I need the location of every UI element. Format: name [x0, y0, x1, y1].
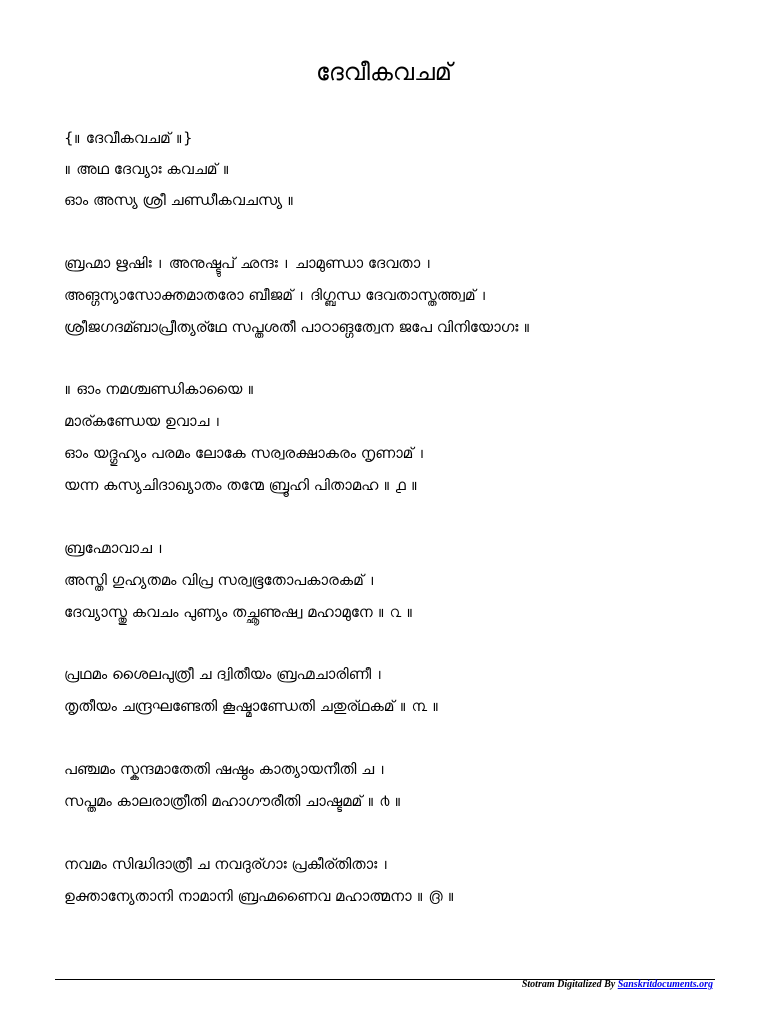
text-line: തൃതീയം ചന്ദ്രഘണ്ടേതി കൂഷ്മാണ്ഡേതി ചതുര്ഥകമ് ॥ ൩ ॥ — [64, 697, 440, 715]
text-line: നവമം സിദ്ധിദാത്രീ ച നവദുര്ഗാഃ പ്രകീര്തിതാഃ । — [64, 855, 390, 873]
text-line: അങ്ഗന്യാസോക്തമാതരോ ബീജമ് । ദിഗ്ബന്ധ ദേവതാസ്തത്ത്വമ് । — [64, 286, 488, 304]
text-line: ദേവ്യാസ്തു കവചം പുണ്യം തച്ഛൃണുഷ്വ മഹാമുനേ ॥ ൨ ॥ — [64, 603, 414, 621]
text-line: {॥ ദേവീകവചമ് ॥} — [64, 129, 193, 147]
text-line: ഓം അസ്യ ശ്രീ ചണ്ഡീകവചസ്യ ॥ — [64, 191, 295, 209]
footer-text: Stotram Digitalized By — [521, 979, 616, 990]
footer-credit — [522, 979, 713, 990]
text-line: ഓം യദ്ഗുഹ്യം പരമം ലോകേ സര്വരക്ഷാകരം നൃണാമ് । — [64, 444, 426, 462]
text-line: ഉക്താന്യേതാനി നാമാനി ബ്രഹ്മണൈവ മഹാത്മനാ ॥ ൫ ॥ — [64, 887, 455, 905]
page-title: ദേവീകവചമ് — [316, 58, 452, 86]
text-line: മാര്കണ്ഡേയ ഉവാച । — [64, 412, 222, 430]
text-line: ॥ അഥ ദേവ്യാഃ കവചമ് ॥ — [64, 160, 230, 178]
text-line: ॥ ഓം നമശ്ചണ്ഡികായൈ ॥ — [64, 380, 255, 398]
text-line: യന്ന കസ്യചിദാഖ്യാതം തന്മേ ബ്രൂഹി പിതാമഹ ॥ ൧ ॥ — [64, 476, 419, 494]
text-line: ബ്രഹ്മോവാച । — [64, 539, 165, 557]
text-line: ബ്രഹ്മാ ഋഷിഃ । അനുഷ്ടുപ് ഛന്ദഃ । ചാമുണ്ഡാ ദേവതാ । — [64, 254, 433, 272]
text-line: പ്രഥമം ശൈലപുത്രീ ച ദ്വിതീയം ബ്രഹ്മചാരിണീ । — [64, 665, 384, 683]
footer-link[interactable]: Sanskritdocuments.org — [617, 979, 713, 990]
text-line: പഞ്ചമം സ്കന്ദമാതേതി ഷഷ്ഠം കാത്യായനീതി ച । — [64, 760, 387, 778]
text-line: ശ്രീജഗദമ്ബാപ്രീത്യര്ഥേ സപ്തശതീ പാഠാങ്ഗത്വേന ജപേ വിനിയോഗഃ ॥ — [64, 318, 531, 336]
text-line: സപ്തമം കാലരാത്രീതി മഹാഗൗരീതി ചാഷ്ടമമ് ॥ ൪ ॥ — [64, 792, 402, 810]
text-line: അസ്തി ഗുഹ്യതമം വിപ്ര സര്വഭൂതോപകാരകമ് । — [64, 571, 377, 589]
